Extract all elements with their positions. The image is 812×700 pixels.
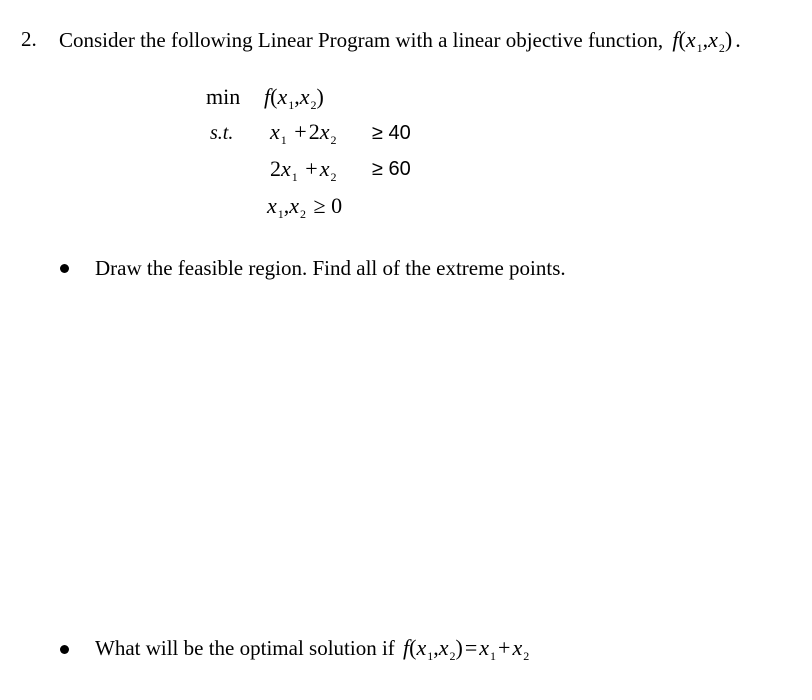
bullet-dot [60, 264, 69, 273]
bullet-dot [60, 645, 69, 654]
nonnegativity-constraint: $x_1,x_2 \ge 0$ [267, 193, 343, 221]
question-number: 2. [21, 27, 37, 51]
min-label: min [206, 84, 241, 109]
bullet-text-optimal-solution: What will be the optimal solution if $f(x_1,x_2)=x_1+x_2$ [95, 635, 530, 663]
bullet-text-feasible-region: Draw the feasible region. Find all of the extreme points. [95, 256, 566, 280]
question-intro: Consider the following Linear Program with a linear objective function, [59, 28, 664, 52]
constraint-1-rhs: ≥ 40 [372, 122, 411, 144]
constraint-2-rhs: ≥ 60 [372, 158, 411, 180]
objective-definition: $f(x_1,x_2)=x_1+x_2$ [403, 635, 530, 663]
question-header [59, 27, 741, 56]
subject-to-label: s.t. [210, 122, 234, 144]
constraint-1-lhs: $x_1 +2x_2$ [270, 119, 337, 147]
constraint-2-lhs: $2x_1 +x_2$ [270, 156, 337, 184]
objective-expression: $f(x_1,x_2)$ [264, 84, 324, 112]
objective-function-notation: $f(x_1,x_2)$ . [672, 27, 741, 55]
